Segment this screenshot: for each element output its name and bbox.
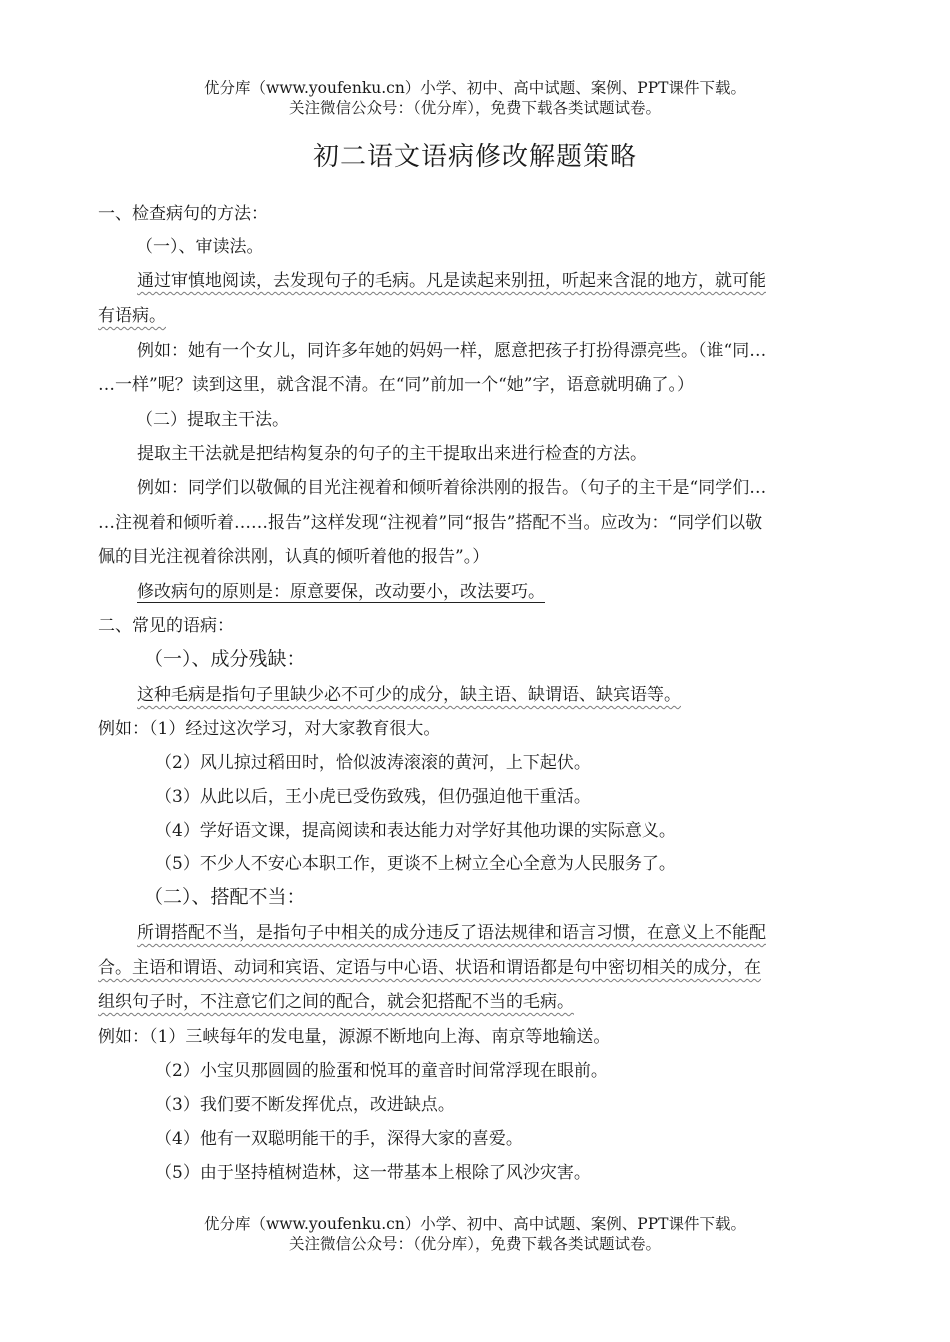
collocation-example-3: （3）我们要不断发挥优点，改进缺点。 bbox=[155, 1095, 455, 1115]
collocation-example-2: （2）小宝贝那圆圆的脸蛋和悦耳的童音时间常浮现在眼前。 bbox=[155, 1061, 608, 1081]
trunk-method-example-1: 例如：同学们以敬佩的目光注视着和倾听着徐洪刚的报告。（句子的主干是“同学们… bbox=[137, 478, 767, 498]
missing-components-desc: 这种毛病是指句子里缺少必不可少的成分，缺主语、缺谓语、缺宾语等。 bbox=[137, 685, 681, 705]
trunk-method-desc: 提取主干法就是把结构复杂的句子的主干提取出来进行检查的方法。 bbox=[137, 444, 647, 464]
collocation-desc-1: 所谓搭配不当，是指句子中相关的成分违反了语法规律和语言习惯，在意义上不能配 bbox=[137, 923, 766, 943]
missing-example-1: 例如：（1）经过这次学习，对大家教育很大。 bbox=[98, 719, 441, 739]
missing-example-3: （3）从此以后，王小虎已受伤致残，但仍强迫他干重活。 bbox=[155, 787, 591, 807]
footer-line-2: 关注微信公众号：（优分库），免费下载各类试题试卷。 bbox=[288, 1235, 661, 1253]
subsection-trunk-method: （二）提取主干法。 bbox=[136, 410, 289, 430]
section1-heading: 一、检查病句的方法： bbox=[98, 204, 268, 224]
trunk-method-example-3: 佩的目光注视着徐洪刚，认真的倾听着他的报告”。） bbox=[98, 547, 490, 567]
review-method-desc-1: 通过审慎地阅读，去发现句子的毛病。凡是读起来别扭，听起来含混的地方，就可能 bbox=[137, 271, 766, 291]
collocation-example-5: （5）由于坚持植树造林，这一带基本上根除了风沙灾害。 bbox=[155, 1163, 591, 1183]
header-line-2: 关注微信公众号：（优分库），免费下载各类试题试卷。 bbox=[288, 99, 661, 117]
review-method-example-1: 例如：她有一个女儿，同许多年她的妈妈一样，愿意把孩子打扮得漂亮些。（谁“同… bbox=[137, 341, 767, 361]
collocation-desc-2: 合。主语和谓语、动词和宾语、定语与中心语、状语和谓语都是句中密切相关的成分，在 bbox=[98, 958, 761, 978]
review-method-desc-2: 有语病。 bbox=[98, 306, 166, 326]
page-title: 初二语文语病修改解题策略 bbox=[312, 142, 637, 172]
subsection-missing-components: （一）、成分残缺： bbox=[144, 648, 306, 670]
subsection-improper-collocation: （二）、搭配不当： bbox=[144, 886, 306, 908]
revision-principle: 修改病句的原则是：原意要保，改动要小，改法要巧。 bbox=[137, 582, 545, 602]
trunk-method-example-2: …注视着和倾听着……报告”这样发现“注视着”同“报告”搭配不当。应改为：“同学们以敬 bbox=[98, 513, 763, 533]
collocation-desc-3: 组织句子时，不注意它们之间的配合，就会犯搭配不当的毛病。 bbox=[98, 992, 574, 1012]
missing-example-5: （5）不少人不安心本职工作，更谈不上树立全心全意为人民服务了。 bbox=[155, 854, 676, 874]
section2-heading: 二、常见的语病： bbox=[98, 616, 234, 636]
collocation-example-1: 例如：（1）三峡每年的发电量，源源不断地向上海、南京等地输送。 bbox=[98, 1027, 611, 1047]
review-method-example-2: …一样”呢？读到这里，就含混不清。在“同”前加一个“她”字，语意就明确了。） bbox=[98, 375, 694, 395]
subsection-review-method: （一）、审读法。 bbox=[136, 237, 264, 257]
header-line-1: 优分库（www.youfenku.cn）小学、初中、高中试题、案例、PPT课件下载。 bbox=[203, 79, 747, 97]
missing-example-2: （2）风儿掠过稻田时，恰似波涛滚滚的黄河，上下起伏。 bbox=[155, 753, 591, 773]
collocation-example-4: （4）他有一双聪明能干的手，深得大家的喜爱。 bbox=[155, 1129, 523, 1149]
footer-line-1: 优分库（www.youfenku.cn）小学、初中、高中试题、案例、PPT课件下载。 bbox=[203, 1215, 747, 1233]
missing-example-4: （4）学好语文课，提高阅读和表达能力对学好其他功课的实际意义。 bbox=[155, 821, 676, 841]
